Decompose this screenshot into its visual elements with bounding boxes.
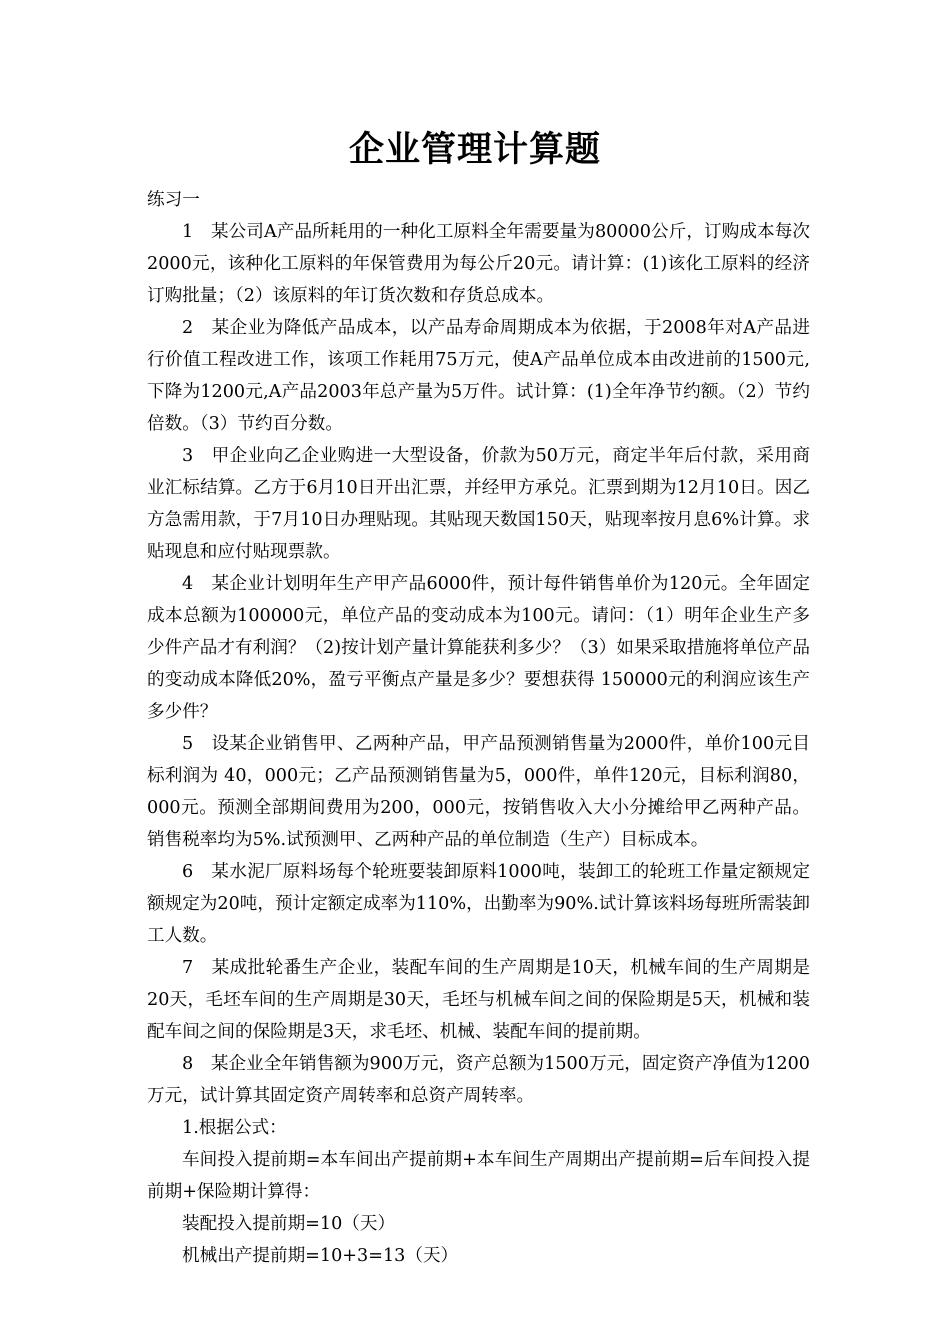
section-label: 练习一	[147, 190, 200, 210]
problem-8: 8 某企业全年销售额为900万元，资产总额为1500万元，固定资产净值为1200万元，试计算其固定资产周转率和总资产周转率。	[147, 1054, 810, 1106]
problem-7: 7 某成批轮番生产企业，装配车间的生产周期是10天，机械车间的生产周期是20天，毛坯车间的生产周期是30天，毛坯与机械车间之间的保险期是5天，机械和装配车间之间的保险期是3天，求毛坯、机械、装配车间的提前期。	[147, 958, 810, 1042]
document-body	[147, 184, 810, 1272]
problem-5: 5 设某企业销售甲、乙两种产品，甲产品预测销售量为2000件，单价100元目标利润为 40，000元；乙产品预测销售量为5，000件，单件120元，目标利润80，000元。预测全部期间费用为200，000元，按销售收入大小分摊给甲乙两种产品。销售税率均为5%.试预测甲、乙两种产品的单位制造（生产）目标成本。	[147, 734, 810, 850]
solution-line-4: 机械出产提前期=10+3=13（天）	[182, 1246, 459, 1266]
problem-1: 1 某公司A产品所耗用的一种化工原料全年需要量为80000公斤，订购成本每次2000元，该种化工原料的年保管费用为每公斤20元。请计算：(1)该化工原料的经济订购批量；（2）该原料的年订货次数和存货总成本。	[147, 222, 810, 306]
page-title: 企业管理计算题	[348, 129, 601, 170]
problem-4: 4 某企业计划明年生产甲产品6000件，预计每件销售单价为120元。全年固定成本总额为100000元，单位产品的变动成本为100元。请问：（1）明年企业生产多少件产品才有利润？（2)按计划产量计算能获利多少？（3）如果采取措施将单位产品的变动成本降低20%，盈亏平衡点产量是多少？要想获得 150000元的利润应该生产多少件？	[147, 574, 810, 722]
problem-3: 3 甲企业向乙企业购进一大型设备，价款为50万元，商定半年后付款，采用商业汇标结算。乙方于6月10日开出汇票，并经甲方承兑。汇票到期为12月10日。因乙方急需用款，于7月10日办理贴现。其贴现天数国150天，贴现率按月息6%计算。求贴现息和应付贴现票款。	[147, 446, 810, 562]
problem-6: 6 某水泥厂原料场每个轮班要装卸原料1000吨，装卸工的轮班工作量定额规定额规定为20吨，预计定额定成率为110%，出勤率为90%.试计算该料场每班所需装卸工人数。	[147, 862, 810, 946]
solution-line-1: 1.根据公式：	[182, 1118, 287, 1138]
solution-line-2: 车间投入提前期=本车间出产提前期+本车间生产周期出产提前期=后车间投入提前期+保险期计算得：	[147, 1150, 810, 1202]
problem-2: 2 某企业为降低产品成本，以产品寿命周期成本为依据，于2008年对A产品进行价值工程改进工作，该项工作耗用75万元，使A产品单位成本由改进前的1500元,下降为1200元,A产品2003年总产量为5万件。试计算：(1)全年净节约额。（2）节约倍数。（3）节约百分数。	[147, 318, 810, 434]
solution-line-3: 装配投入提前期=10（天）	[182, 1214, 396, 1234]
